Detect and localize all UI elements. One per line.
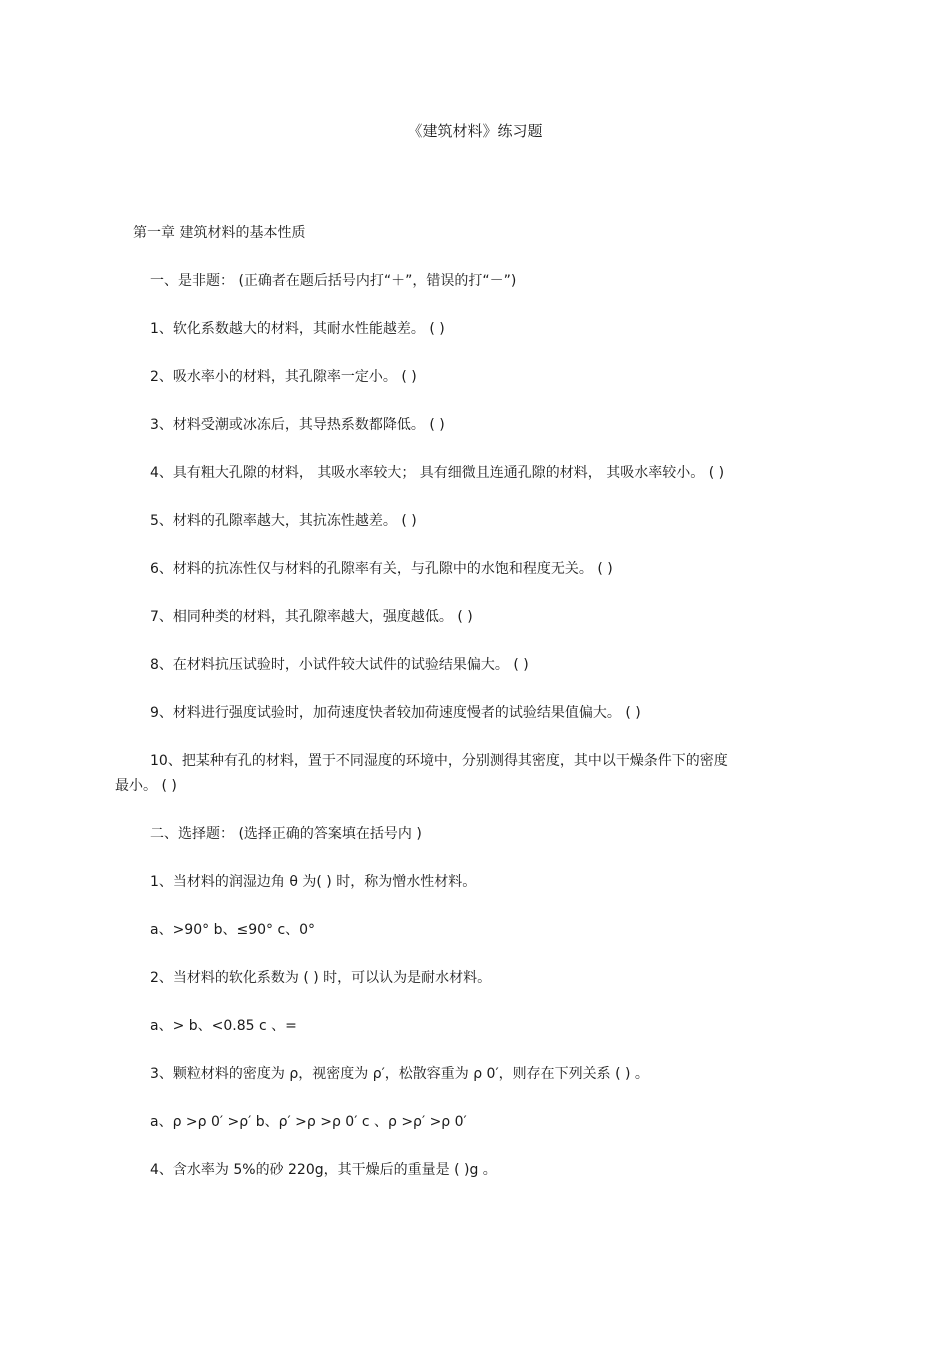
choice-question: 1、当材料的润湿边角 θ 为( ) 时，称为憎水性材料。 <box>150 874 477 890</box>
question-item: 6、材料的抗冻性仅与材料的孔隙率有关，与孔隙中的水饱和程度无关。 ( ) <box>150 561 613 577</box>
choice-question: 2、当材料的软化系数为 ( ) 时，可以认为是耐水材料。 <box>150 970 492 986</box>
choice-question: 3、颗粒材料的密度为 ρ，视密度为 ρ′，松散容重为 ρ 0′，则存在下列关系 ( ) 。 <box>150 1066 649 1082</box>
question-item-10-line1: 10、把某种有孔的材料，置于不同湿度的环境中，分别测得其密度，其中以干燥条件下的密度 <box>150 753 728 769</box>
question-item: 2、吸水率小的材料，其孔隙率一定小。 ( ) <box>150 369 417 385</box>
choice-question: 4、含水率为 5%的砂 220g，其干燥后的重量是 ( )g 。 <box>150 1162 497 1178</box>
question-item: 7、相同种类的材料，其孔隙率越大，强度越低。 ( ) <box>150 609 473 625</box>
choice-options: a、> b、<0.85 c 、= <box>150 1018 297 1034</box>
question-item: 1、软化系数越大的材料，其耐水性能越差。 ( ) <box>150 321 445 337</box>
question-item: 3、材料受潮或冰冻后，其导热系数都降低。 ( ) <box>150 417 445 433</box>
choice-options: a、ρ >ρ 0′ >ρ′ b、ρ′ >ρ >ρ 0′ c 、ρ >ρ′ >ρ 0′ <box>150 1114 467 1130</box>
document-title: 《建筑材料》练习题 <box>407 122 543 140</box>
question-item: 4、具有粗大孔隙的材料， 其吸水率较大； 具有细微且连通孔隙的材料， 其吸水率较小。 ( ) <box>150 465 725 481</box>
question-item-10-line2: 最小。 ( ) <box>115 778 177 794</box>
question-item: 5、材料的孔隙率越大，其抗冻性越差。 ( ) <box>150 513 417 529</box>
section-heading-multiple-choice: 二、选择题： (选择正确的答案填在括号内 ) <box>150 826 422 842</box>
question-item: 9、材料进行强度试验时，加荷速度快者较加荷速度慢者的试验结果值偏大。 ( ) <box>150 705 641 721</box>
choice-options: a、>90° b、≤90° c、0° <box>150 922 316 938</box>
chapter-heading: 第一章 建筑材料的基本性质 <box>133 225 306 241</box>
section-heading-true-false: 一、是非题： (正确者在题后括号内打“＋”，错误的打“－”) <box>150 273 517 289</box>
question-item: 8、在材料抗压试验时，小试件较大试件的试验结果偏大。 ( ) <box>150 657 529 673</box>
